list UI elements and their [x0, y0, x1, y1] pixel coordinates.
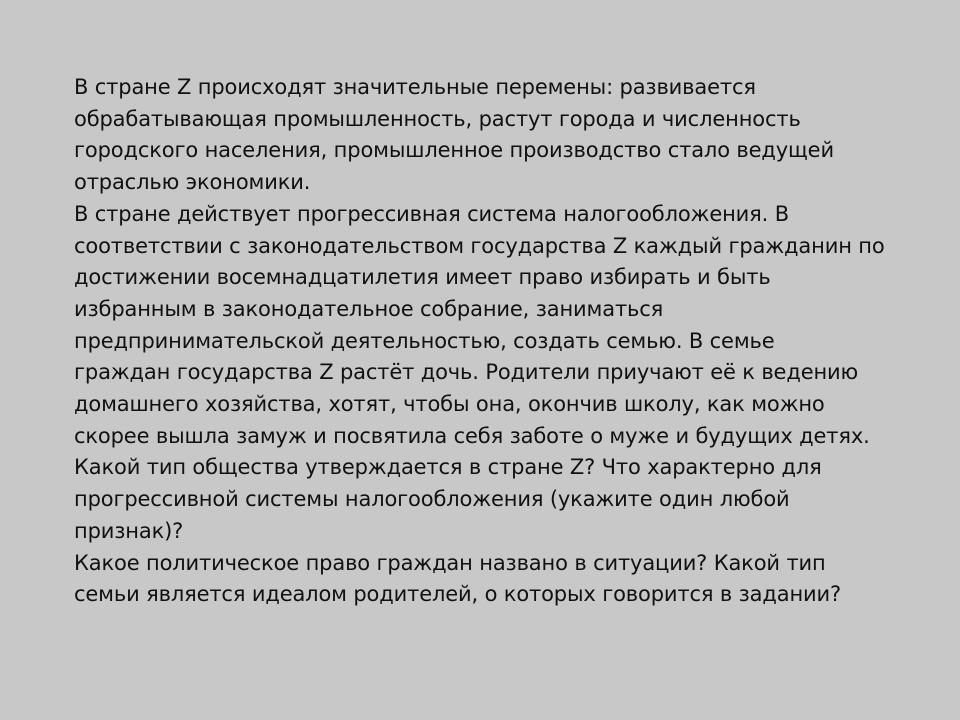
text-line: Какое политическое право граждан названо в ситуации? Какой тип: [74, 550, 826, 575]
text-line: семьи является идеалом родителей, о которых говорится в задании?: [74, 582, 842, 607]
text-line: соответствии с законодательством государства Z каждый гражданин по: [74, 233, 885, 258]
text-line: граждан государства Z растёт дочь. Родители приучают её к ведению: [74, 360, 859, 385]
text-line: предпринимательской деятельностью, создать семью. В семье: [74, 328, 775, 353]
text-line: скорее вышла замуж и посвятила себя заботе о муже и будущих детях.: [74, 423, 870, 448]
text-line: признак)?: [74, 518, 184, 543]
text-line: обрабатывающая промышленность, растут города и численность: [74, 106, 801, 131]
text-line: достижении восемнадцатилетия имеет право избирать и быть: [74, 265, 771, 290]
text-line: домашнего хозяйства, хотят, чтобы она, окончив школу, как можно: [74, 392, 825, 417]
task-text: [74, 72, 934, 611]
text-line: отраслью экономики.: [74, 170, 311, 195]
text-line: избранным в законодательное собрание, заниматься: [74, 296, 664, 321]
text-line: В стране действует прогрессивная система налогообложения. В: [74, 201, 789, 226]
text-line: В стране Z происходят значительные перемены: развивается: [74, 75, 756, 99]
text-line: городского населения, промышленное производство стало ведущей: [74, 138, 834, 163]
text-line: прогрессивной системы налогообложения (укажите один любой: [74, 487, 790, 512]
text-line: Какой тип общества утверждается в стране Z? Что характерно для: [74, 455, 822, 480]
